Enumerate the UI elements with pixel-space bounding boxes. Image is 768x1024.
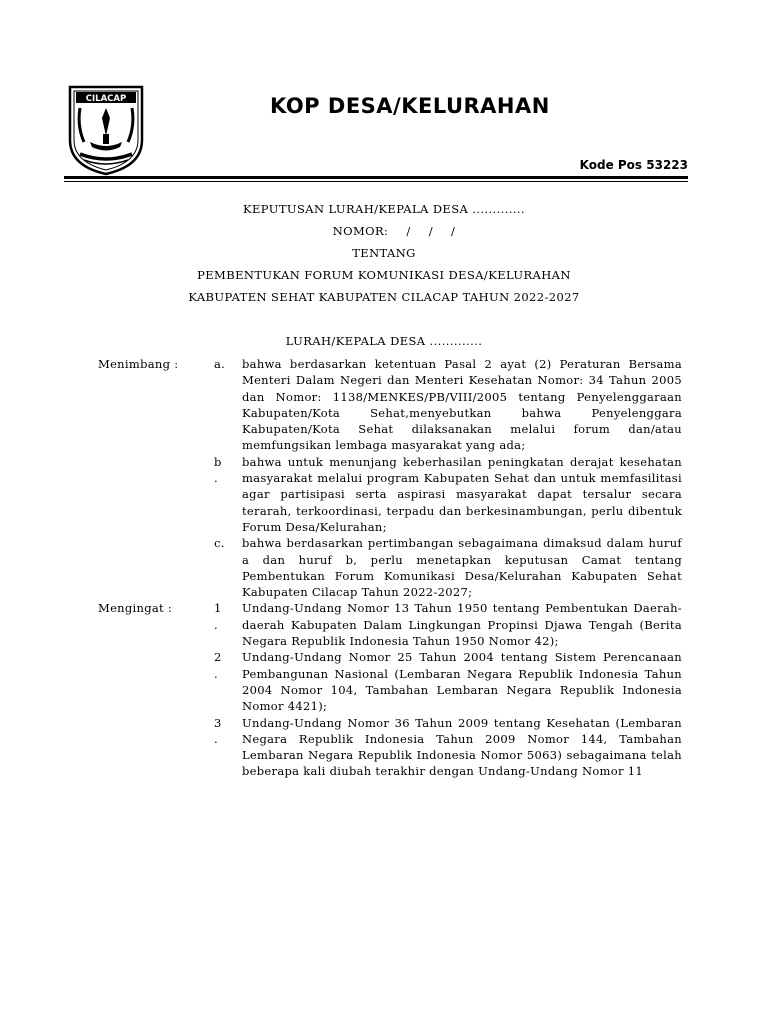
decree-number: NOMOR: / / / [332, 224, 456, 238]
menimbang-label: Menimbang : [98, 357, 179, 371]
decree-issuer: LURAH/KEPALA DESA ............. [285, 334, 483, 348]
mengingat-section [98, 600, 682, 779]
item-text: Undang-Undang Nomor 36 Tahun 2009 tentang Kesehatan (Lembaran Negara Republik Indonesia Tahun 2009 Nomor 144, Tambahan Lembaran Negara Republik Indonesia Nomor 5063) sebagaimana telah beberapa kali diubah terakhir dengan Undang-Undang Nomor 11 [242, 715, 682, 779]
list-item [214, 356, 682, 454]
decree-subject-line-1: PEMBENTUKAN FORUM KOMUNIKASI DESA/KELURAHAN [197, 268, 571, 282]
item-text: Undang-Undang Nomor 25 Tahun 2004 tentang Sistem Perencanaan Pembangunan Nasional (Lembaran Negara Republik Indonesia Tahun 2004 Nomor 104, Tambahan Lembaran Negara Republik Indonesia Nomor 4421); [242, 650, 682, 714]
letterhead-rule-thin [64, 181, 688, 182]
decree-body [98, 356, 682, 780]
list-item [214, 454, 682, 535]
decree-heading [0, 198, 768, 352]
logo-text: CILACAP [85, 94, 127, 104]
item-text: bahwa berdasarkan ketentuan Pasal 2 ayat (2) Peraturan Bersama Menteri Dalam Negeri dan Menteri Kesehatan Nomor: 34 Tahun 2005 dan Nomor: 1138/MENKES/PB/VIII/2005 tentang Penyelenggaraan Kabupaten/Kota Sehat,menyebutkan bahwa Penyelenggara Kabupaten/Kota Sehat dilaksanakan melalui forum dan/atau memfungsikan lembaga masyarakat yang ada; [242, 357, 682, 453]
list-item [214, 535, 682, 600]
list-item [214, 715, 682, 780]
postal-code: Kode Pos 53223 [579, 158, 688, 172]
letterhead-title: KOP DESA/KELURAHAN [270, 94, 550, 118]
item-marker: a. [214, 357, 226, 371]
list-item [214, 649, 682, 714]
item-marker: c. [214, 536, 225, 551]
item-text: Undang-Undang Nomor 13 Tahun 1950 tentang Pembentukan Daerah-daerah Kabupaten Dalam Lingkungan Propinsi Djawa Tengah (Berita Negara Republik Indonesia Tahun 1950 Nomor 42); [242, 601, 682, 649]
decree-subject-line-2: KABUPATEN SEHAT KABUPATEN CILACAP TAHUN 2022-2027 [188, 290, 580, 304]
item-marker: b . [214, 454, 222, 486]
mengingat-label: Mengingat : [98, 601, 173, 616]
decree-about: TENTANG [352, 246, 416, 260]
menimbang-section [98, 356, 682, 600]
letterhead-rule-thick [64, 176, 688, 179]
item-marker: 1 . [214, 601, 222, 632]
item-marker: 2 . [214, 650, 222, 681]
item-marker: 3 . [214, 715, 222, 746]
cilacap-regency-logo [66, 84, 146, 176]
item-text: bahwa berdasarkan pertimbangan sebagaimana dimaksud dalam huruf a dan huruf b, perlu menetapkan keputusan Camat tentang Pembentukan Forum Komunikasi Desa/Kelurahan Kabupaten Sehat Kabupaten Cilacap Tahun 2022-2027; [242, 536, 682, 600]
item-text: bahwa untuk menunjang keberhasilan peningkatan derajat kesehatan masyarakat melalui program Kabupaten Sehat dan untuk memfasilitasi agar partisipasi serta aspirasi masyarakat dapat tersalur secara terarah, terkoordinasi, terpadu dan berkesinambungan, perlu dibentuk Forum Desa/Kelurahan; [242, 454, 682, 534]
list-item [214, 600, 682, 649]
decree-title: KEPUTUSAN LURAH/KEPALA DESA ............. [243, 202, 525, 216]
